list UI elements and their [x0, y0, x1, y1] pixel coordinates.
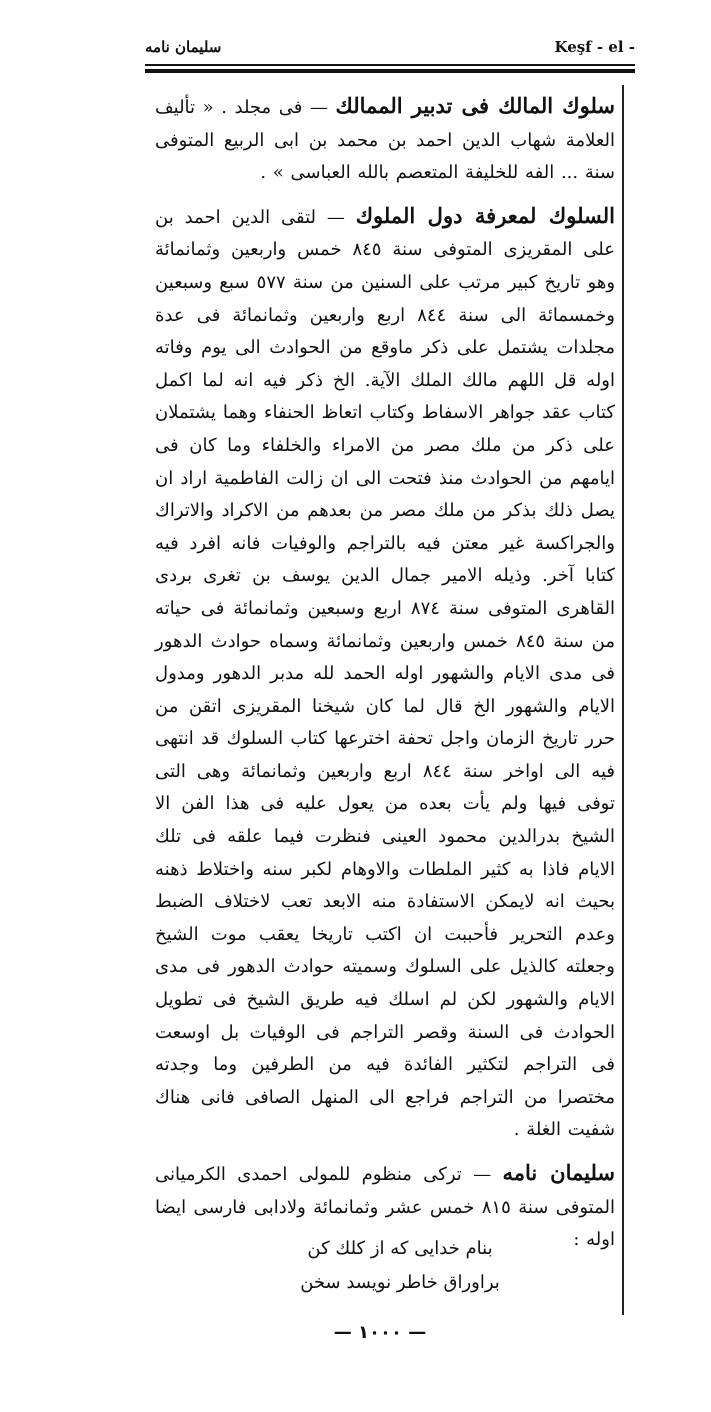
- entry-title: سلوك المالك فی تدبیر الممالك: [335, 93, 615, 118]
- entry-al-suluk: [155, 200, 615, 1147]
- entry-body: — تركی منظوم للمولی احمدی الكرمیانی المتوفی سنة ٨١٥ خمس عشر وثمانمائة ولادابی فارسی ایضا اوله :: [155, 1164, 615, 1251]
- entry-suluk-al-malik: [155, 90, 615, 190]
- main-text: [155, 90, 615, 1263]
- verse-line-1: بنام خدایی كه از كلك كن: [307, 1238, 493, 1259]
- verse-couplet: [280, 1232, 520, 1300]
- header-catchword: Keşf - el -: [554, 38, 635, 56]
- page-number: — ١٠٠٠ —: [333, 1322, 427, 1343]
- entry-title: سلیمان نامه: [502, 1160, 615, 1185]
- column-rule: [622, 85, 624, 1315]
- verse-line-2: براوراق خاطر نویسد سخن: [300, 1272, 500, 1293]
- running-header: [145, 38, 635, 58]
- entry-body: — لتقی الدین احمد بن علی المقریزی المتوفی سنة ٨٤٥ خمس واربعین وثمانمائة وهو تاریخ كبیر مرتب علی السنین من سنة ٥٧٧ سبع وسبعین وخمسمائة الی سنة ٨٤٤ اربع واربعین وثمانمائة فی عدة مجلدات یشتمل علی ذكر ماوقع من الحوادث الی یوم وفاته اوله قل اللهم مالك الملك الآیة. الخ ذكر فیه انه لما اكمل كتاب عقد جواهر الاسفاط وكتاب اتعاظ الحنفاء وهما یشتملان علی ذكر من ملك مصر من الامراء والخلفاء وما كان فی ایامهم من الحوادث منذ فتحت الی ان زالت الفاطمیة اراد ان یصل ذلك بذكر من ملك مصر من بعدهم من الاكراد والاتراك والجراكسة غیر معتن فیه بالتراجم والوفیات فانه افرد فیه كتابا آخر. وذیله الامیر جمال الدین یوسف بن تغری بردی القاهری المتوفی سنة ٨٧٤ اربع وسبعین وثمانمائة فی حیاته من سنة ٨٤٥ خمس واربعین وثمانمائة وسماه حوادث الدهور فی مدی الایام والشهور اوله الحمد لله مدبر الدهور ومدول الایام والشهور الخ قال لما كان شیخنا المقریزی اتقن من حرر تاریخ الزمان واجل تحفة اخترعها كتاب السلوك قد انتهی فیه الی اواخر سنة ٨٤٤ اربع واربعین وثمانمائة وهی التی توفی فیها ولم یأت بعده من یعول علیه فی هذا الفن الا الشیخ بدرالدین محمود العینی فنظرت فیما علقه فی تلك الایام فاذا به كثیر الملطات والاوهام لكبر سنه واختلاط ذهنه بحیث انه لایمكن الاستفادة منه الابعد تعب لاختلاف الضبط وعدم التحریر فأحببت ان اكتب تاریخا یعقب موت الشیخ وجعلته كالذیل علی السلوك وسمیته حوادث الدهور فی مدی الایام والشهور لكن لم اسلك فیه طریق الشیخ فی تطویل الحوادث فی السنة وقصر التراجم فی الوفیات بل اوسعت فی التراجم لتكثیر الفائدة فیه من الطرفین وما وجدته مختصرا من التراجم فراجع الی المنهل الصافی فانی هناك شفیت الغلة .: [155, 206, 616, 1141]
- entry-title: السلوك لمعرفة دول الملوك: [355, 202, 615, 228]
- header-rule-thick: [145, 69, 635, 73]
- entry-body: — فی مجلد . « تألیف العلامة شهاب الدین احمد بن محمد بن ابی الربیع المتوفی سنة ... الفه للخلیفة المتعصم بالله العباسی » .: [155, 97, 615, 184]
- header-title: سلیمان نامه: [145, 38, 222, 56]
- header-rule-thin: [145, 64, 635, 66]
